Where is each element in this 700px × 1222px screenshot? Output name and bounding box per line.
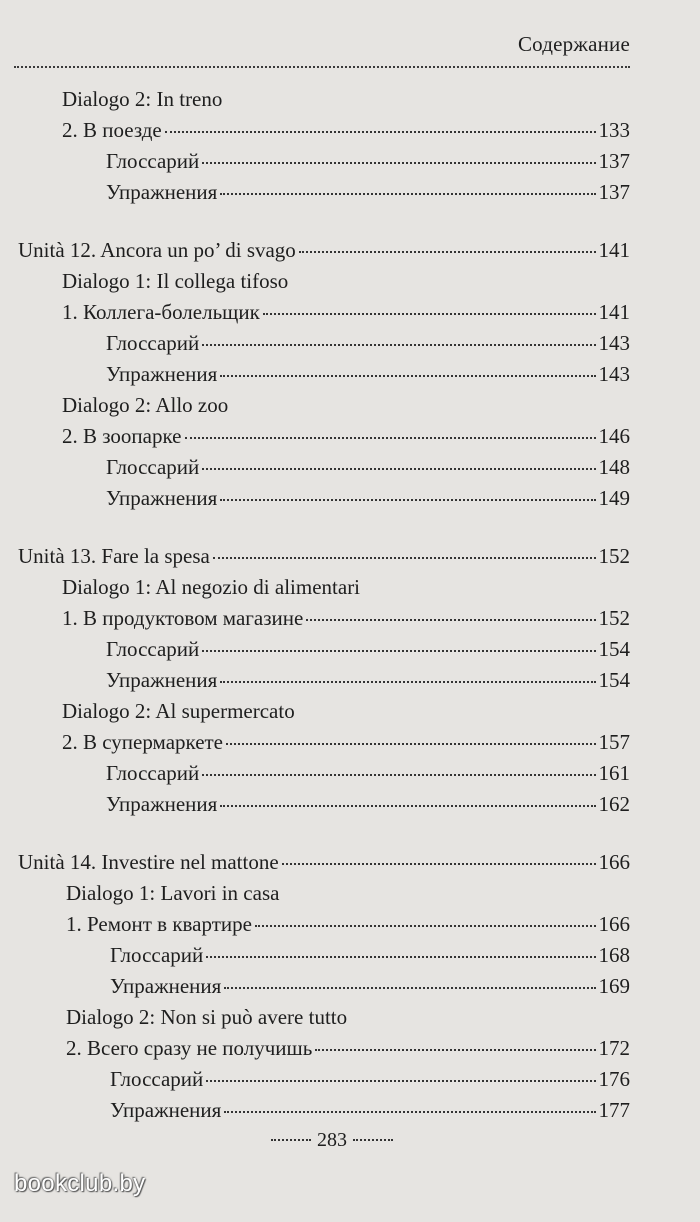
- toc-entry[interactable]: [66, 912, 630, 943]
- toc-page-number: 137: [598, 180, 630, 204]
- toc-entry[interactable]: [106, 761, 630, 792]
- toc-page-number: 141: [598, 238, 630, 262]
- toc-entry[interactable]: [106, 668, 630, 699]
- toc-entry-title: Dialogo 2: Al supermercato: [62, 699, 295, 723]
- page-number-footer: [262, 1129, 402, 1152]
- toc-entry[interactable]: [62, 118, 630, 149]
- toc-entry-title: Упражнения: [106, 792, 218, 816]
- dot-leader: [299, 251, 596, 253]
- dot-leader: [202, 468, 595, 470]
- toc-page-number: 149: [598, 486, 630, 510]
- toc-entry-title: Упражнения: [110, 1098, 222, 1122]
- header-dotted-rule: [14, 66, 630, 68]
- toc-entry-title: 1. Коллега-болельщик: [62, 300, 260, 324]
- toc-entry-title: 2. Всего сразу не получишь: [66, 1036, 313, 1060]
- toc-entry-title: 1. Ремонт в квартире: [66, 912, 252, 936]
- dot-leader: [220, 499, 595, 501]
- page-number: 283: [317, 1129, 347, 1151]
- toc-entry[interactable]: [110, 1098, 630, 1129]
- toc-entry-title: Unità 12. Ancora un po’ di svago: [18, 238, 296, 262]
- toc-page-number: 154: [598, 637, 630, 661]
- toc-entry-title: Unità 14. Investire nel mattone: [18, 850, 279, 874]
- toc-dialogue-heading: [62, 269, 630, 300]
- toc-entry-title: Dialogo 1: Lavori in casa: [66, 881, 280, 905]
- toc-dialogue-heading: [62, 575, 630, 606]
- toc-entry[interactable]: [110, 1067, 630, 1098]
- dot-leader: [220, 193, 595, 195]
- dot-leader: [206, 1080, 595, 1082]
- dot-leader: [213, 557, 596, 559]
- dot-leader: [226, 743, 595, 745]
- toc-entry-title: Глоссарий: [110, 1067, 204, 1091]
- dot-leader: [224, 1111, 595, 1113]
- toc-entry-title: Глоссарий: [106, 331, 200, 355]
- toc-entry-title: Dialogo 2: In treno: [62, 87, 223, 111]
- dot-leader: [315, 1049, 595, 1051]
- toc-page-number: 168: [598, 943, 630, 967]
- toc-page-number: 169: [598, 974, 630, 998]
- toc-entry[interactable]: [62, 424, 630, 455]
- toc-entry[interactable]: [62, 606, 630, 637]
- toc-dialogue-heading: [62, 699, 630, 730]
- toc-entry-title: Глоссарий: [106, 149, 200, 173]
- toc-page-number: 177: [598, 1098, 630, 1122]
- toc-page-number: 152: [598, 606, 630, 630]
- toc-entry-title: Dialogo 2: Allo zoo: [62, 393, 229, 417]
- dot-leader: [220, 681, 595, 683]
- toc-unit-entry[interactable]: [18, 850, 630, 881]
- dot-leader: [224, 987, 595, 989]
- toc-entry[interactable]: [66, 1036, 630, 1067]
- dot-leader: [220, 375, 595, 377]
- toc-dialogue-heading: [66, 881, 630, 912]
- dot-leader: [202, 650, 595, 652]
- toc-entry[interactable]: [62, 730, 630, 761]
- toc-dialogue-heading: [66, 1005, 630, 1036]
- dot-leader: [206, 956, 595, 958]
- dot-leader: [165, 131, 596, 133]
- toc-page-number: 143: [598, 362, 630, 386]
- toc-page-number: 162: [598, 792, 630, 816]
- toc-entry-title: Упражнения: [106, 668, 218, 692]
- toc-page-number: 154: [598, 668, 630, 692]
- toc-unit-entry[interactable]: [18, 544, 630, 575]
- toc-page-number: 146: [598, 424, 630, 448]
- toc-page-number: 141: [598, 300, 630, 324]
- toc-entry-title: Dialogo 1: Al negozio di alimentari: [62, 575, 361, 599]
- toc-entry[interactable]: [106, 486, 630, 517]
- toc-entry-title: 2. В поезде: [62, 118, 162, 142]
- toc-entry-title: Глоссарий: [110, 943, 204, 967]
- dot-leader: [306, 619, 595, 621]
- toc-page-number: 143: [598, 331, 630, 355]
- toc-dialogue-heading: [62, 393, 630, 424]
- toc-entry-title: Dialogo 1: Il collega tifoso: [62, 269, 289, 293]
- toc-page-number: 148: [598, 455, 630, 479]
- toc-entry-title: Упражнения: [106, 362, 218, 386]
- toc-page-number: 133: [598, 118, 630, 142]
- toc-page-number: 166: [598, 912, 630, 936]
- toc-entry-title: Упражнения: [106, 486, 218, 510]
- page-header-title: Содержание: [517, 32, 630, 56]
- toc-page-number: 172: [598, 1036, 630, 1060]
- toc-entry-title: Unità 13. Fare la spesa: [18, 544, 210, 568]
- toc-entry[interactable]: [106, 792, 630, 823]
- toc-entry[interactable]: [106, 331, 630, 362]
- dot-leader: [202, 344, 595, 346]
- toc-entry[interactable]: [106, 362, 630, 393]
- toc-entry[interactable]: [106, 455, 630, 486]
- toc-entry-title: Глоссарий: [106, 637, 200, 661]
- dot-leader: [255, 925, 596, 927]
- toc-page-number: 166: [598, 850, 630, 874]
- toc-page-number: 137: [598, 149, 630, 173]
- dot-leader: [202, 774, 595, 776]
- watermark: bookclub.by: [14, 1170, 146, 1197]
- toc-unit-entry[interactable]: [18, 238, 630, 269]
- toc-entry[interactable]: [106, 180, 630, 211]
- toc-entry-title: Упражнения: [106, 180, 218, 204]
- toc-entry-title: Dialogo 2: Non si può avere tutto: [66, 1005, 348, 1029]
- dot-leader: [202, 162, 595, 164]
- toc-entry[interactable]: [110, 974, 630, 1005]
- dot-leader: [282, 863, 596, 865]
- toc-entry-title: Глоссарий: [106, 455, 200, 479]
- dot-leader: [263, 313, 596, 315]
- toc-entry[interactable]: [62, 300, 630, 331]
- dot-leader: [220, 805, 595, 807]
- toc-entry-title: 1. В продуктовом магазине: [62, 606, 304, 630]
- toc-page-number: 152: [598, 544, 630, 568]
- toc-entry[interactable]: [110, 943, 630, 974]
- dot-leader: [185, 437, 596, 439]
- toc-page-number: 157: [598, 730, 630, 754]
- toc-entry[interactable]: [106, 149, 630, 180]
- toc-entry[interactable]: [106, 637, 630, 668]
- toc-page-number: 161: [598, 761, 630, 785]
- toc-entry-title: Упражнения: [110, 974, 222, 998]
- toc-dialogue-heading: [62, 87, 630, 118]
- toc-page-number: 176: [598, 1067, 630, 1091]
- footer-dot-leader-right: [353, 1139, 393, 1141]
- toc-entry-title: 2. В супермаркете: [62, 730, 224, 754]
- footer-dot-leader-left: [271, 1139, 311, 1141]
- toc-entry-title: Глоссарий: [106, 761, 200, 785]
- toc-entry-title: 2. В зоопарке: [62, 424, 182, 448]
